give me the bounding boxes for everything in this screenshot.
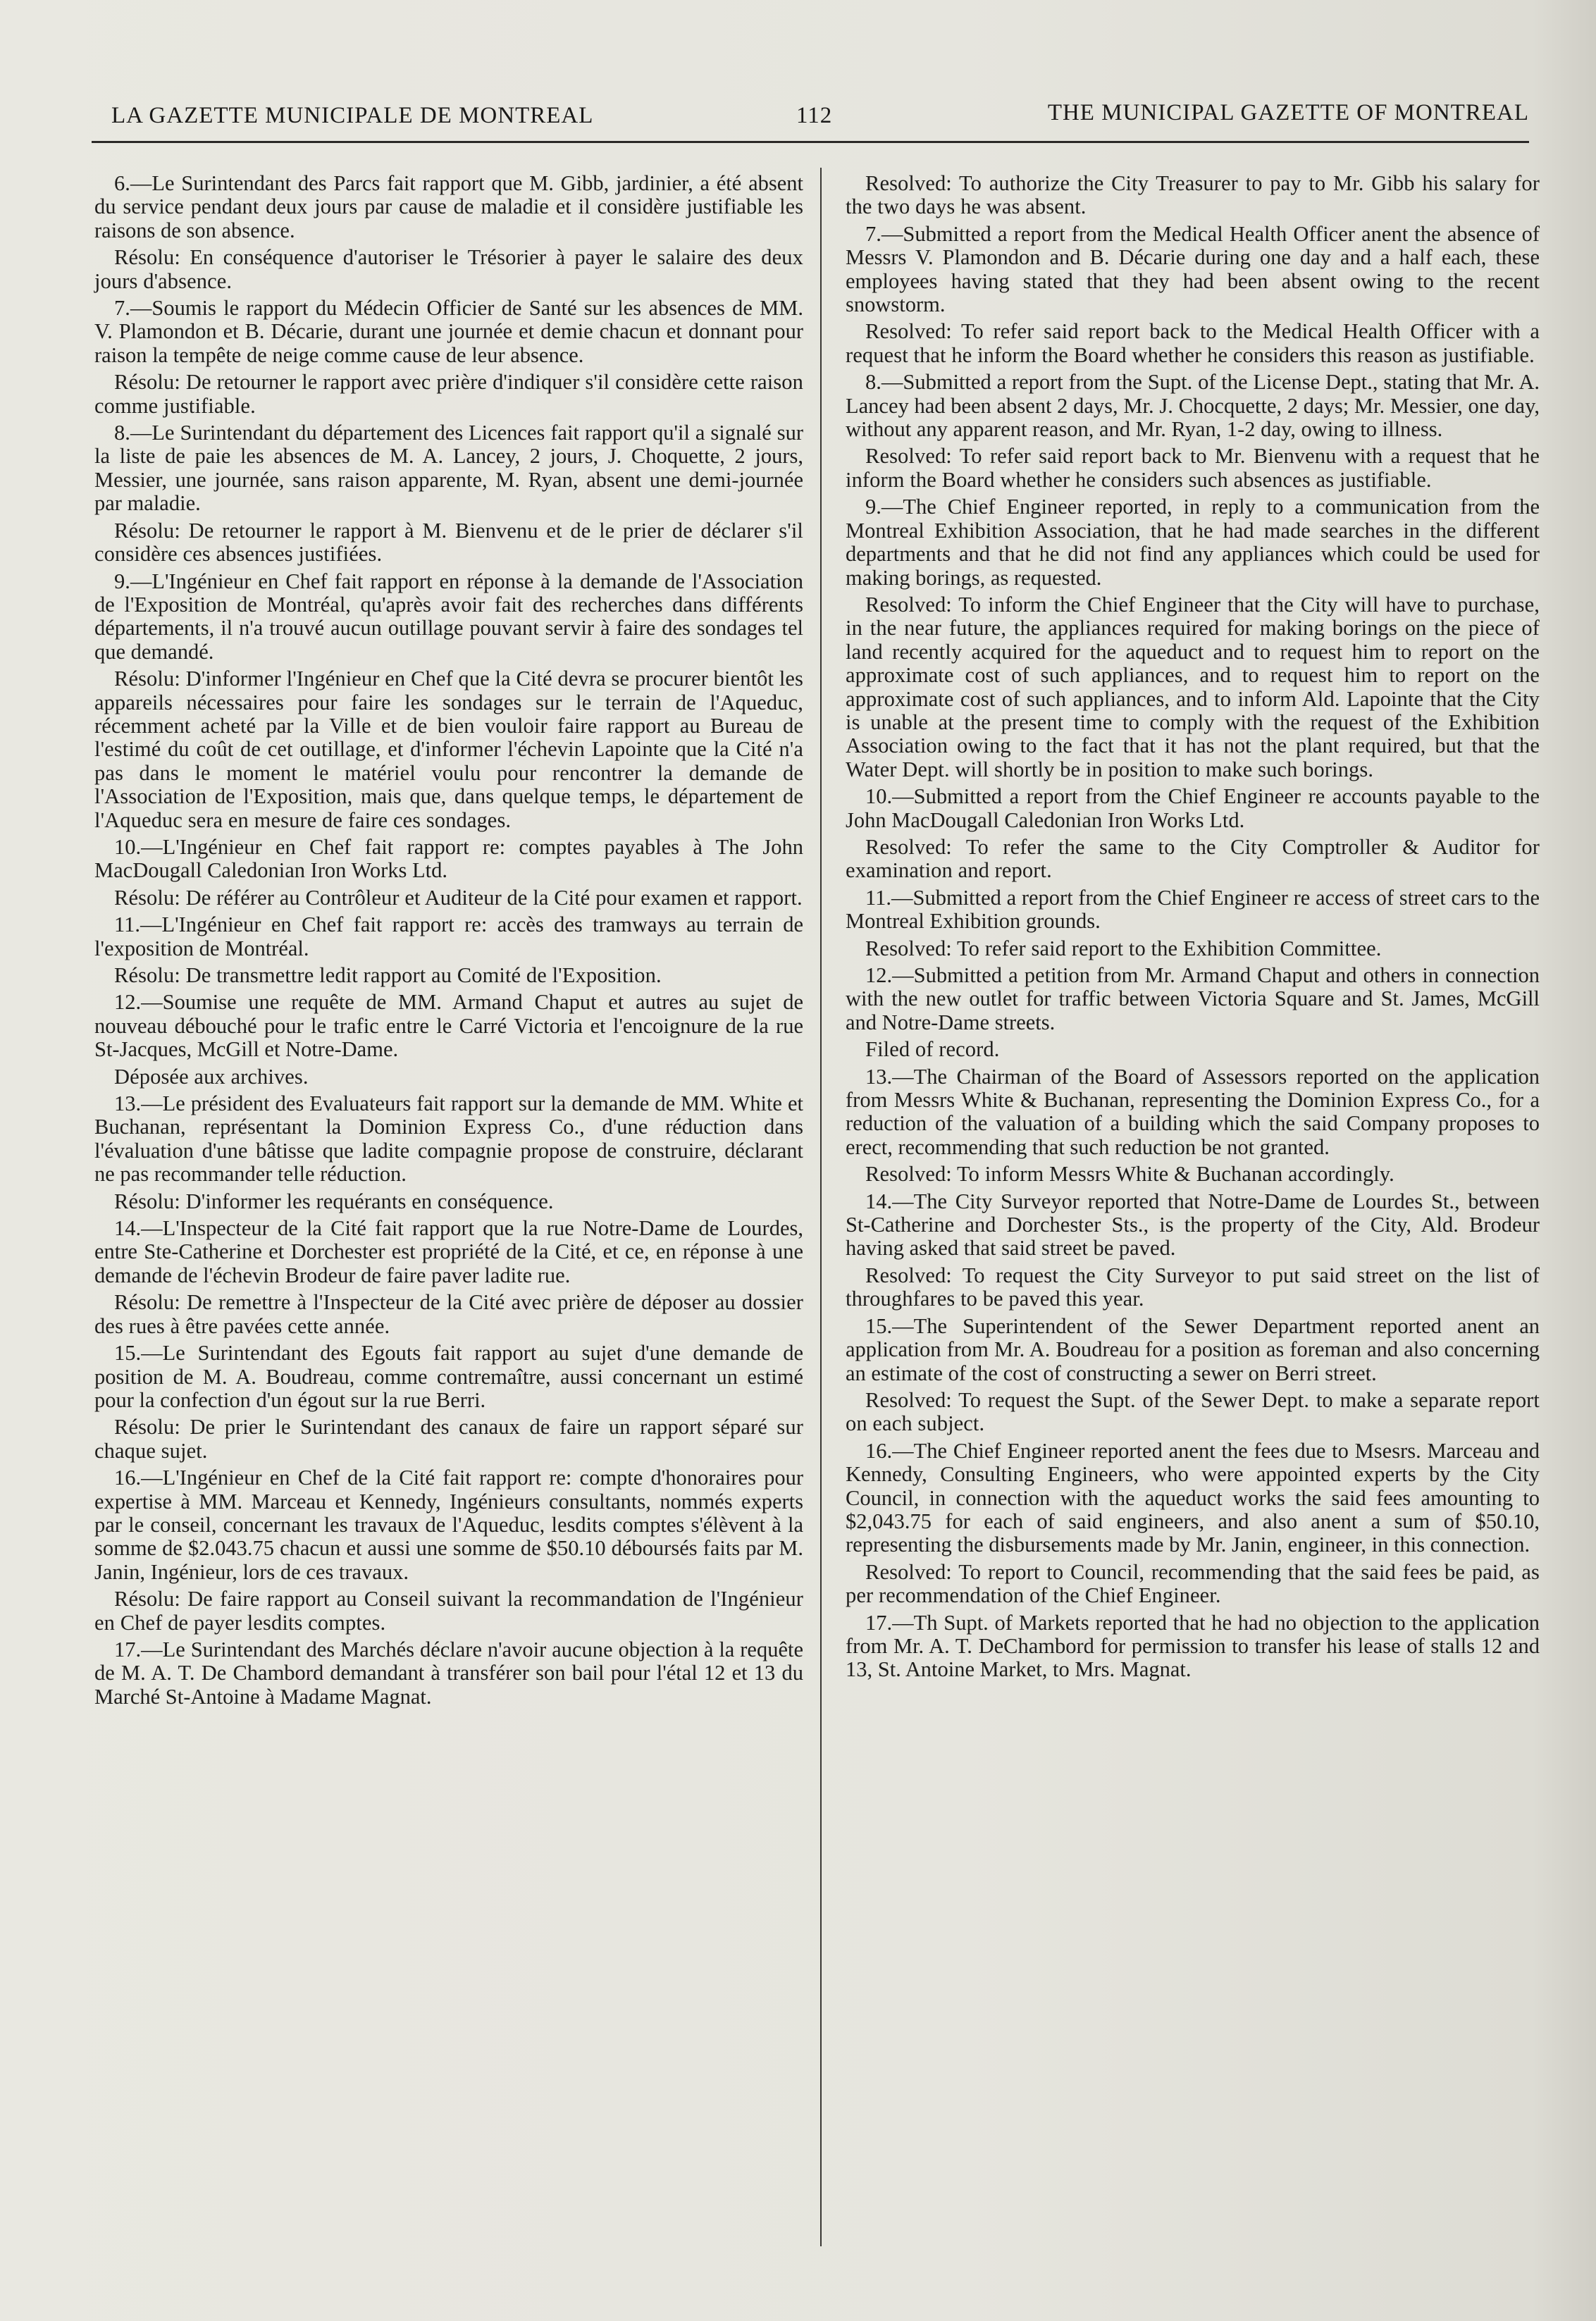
header-title-english: THE MUNICIPAL GAZETTE OF MONTREAL — [1047, 100, 1529, 125]
paragraph: Resolved: To request the City Surveyor to put said street on the list of throughfares to be paved this year. — [846, 1263, 1540, 1311]
paragraph: 17.—Le Surintendant des Marchés déclare n'avoir aucune objection à la requête de M. A. T. De Chambord demandant à transférer son bail pour l'étal 12 et 13 du Marché St-Antoine à Madame Magnat. — [94, 1637, 803, 1709]
paragraph: 8.—Le Surintendant du département des Licences fait rapport qu'il a signalé sur la liste de paie les absences de M. A. Lancey, 2 jours, J. Choquette, 2 jours, Messier, une journée, sans raison apparente, M. Ryan, absent une demi-journée par maladie. — [94, 421, 803, 516]
paragraph: Resolved: To inform Messrs White & Buchanan accordingly. — [865, 1162, 1394, 1187]
french-column — [94, 172, 803, 1712]
paragraph: 9.—The Chief Engineer reported, in reply to a communication from the Montreal Exhibition Association, that he had made searches in the different departments and that he did not find any appliances which could be used for making borings, as requested. — [846, 495, 1540, 590]
header-rule — [92, 141, 1529, 143]
paragraph: 15.—The Superintendent of the Sewer Department reported anent an application from Mr. A. Boudreau for a position as foreman and also concerning an estimate of the cost of constructing a sewer on Berri street. — [846, 1313, 1540, 1385]
paragraph: 17.—Th Supt. of Markets reported that he had no objection to the application from Mr. A. T. DeChambord for permission to transfer his lease of stalls 12 and 13, St. Antoine Market, to Mrs. Magnat. — [846, 1610, 1540, 1682]
english-column — [846, 172, 1540, 1685]
paragraph: Résolu: De retourner le rapport avec prière d'indiquer s'il considère cette raison comme justifiable. — [94, 370, 803, 418]
paragraph: 9.—L'Ingénieur en Chef fait rapport en réponse à la demande de l'Association de l'Exposition de Montréal, qu'après avoir fait des recherches dans différents départements, il n'a trouvé aucun outillage pouvant servir à faire des sondages tel que demandé. — [94, 569, 803, 664]
paragraph: Filed of record. — [865, 1037, 1000, 1062]
paragraph: 13.—Le président des Evaluateurs fait rapport sur la demande de MM. White et Buchanan, représentant la Dominion Express Co., d'une réduction dans l'évaluation d'une bâtisse que ladite compagnie propose de construire, déclarant ne pas recommander telle réduction. — [94, 1091, 803, 1187]
header-title-french: LA GAZETTE MUNICIPALE DE MONTREAL — [111, 103, 594, 128]
paragraph: 10.—Submitted a report from the Chief Engineer re accounts payable to the John MacDougall Caledonian Iron Works Ltd. — [846, 784, 1540, 832]
paragraph: Déposée aux archives. — [114, 1064, 309, 1089]
paragraph: 14.—The City Surveyor reported that Notre-Dame de Lourdes St., between St-Catherine and Dorchester Sts., is the property of the City, Ald. Brodeur having asked that said street be paved. — [846, 1189, 1540, 1261]
paragraph: Résolu: De prier le Surintendant des canaux de faire un rapport séparé sur chaque sujet. — [94, 1415, 803, 1463]
page-header — [92, 100, 1529, 137]
paragraph: 10.—L'Ingénieur en Chef fait rapport re: comptes payables à The John MacDougall Caledonian Iron Works Ltd. — [94, 834, 803, 883]
paragraph: 7.—Soumis le rapport du Médecin Officier de Santé sur les absences de MM. V. Plamondon et B. Décarie, durant une journée et demie chacun et donnant pour raison la tempête de neige comme cause de leur absence. — [94, 296, 803, 367]
paragraph: Résolu: De faire rapport au Conseil suivant la recommandation de l'Ingénieur en Chef de payer lesdits comptes. — [94, 1587, 803, 1635]
paragraph: Resolved: To refer said report back to the Medical Health Officer with a request that he inform the Board whether he considers this reason as justifiable. — [846, 319, 1540, 367]
paragraph: Resolved: To authorize the City Treasurer to pay to Mr. Gibb his salary for the two days he was absent. — [846, 171, 1540, 219]
paragraph: Résolu: D'informer l'Ingénieur en Chef que la Cité devra se procurer bientôt les appareils nécessaires pour faire les sondages sur le terrain de l'Aqueduc, récemment acheté par la Ville et de bien vouloir faire rapport au Bureau de l'estimé du coût de cet outillage, et d'informer l'échevin Lapointe que la Cité n'a pas dans le moment le matériel voulu pour rencontrer la demande de l'Association de l'Exposition, mais que, dans quelque temps, le département de l'Aqueduc sera en mesure de faire ces sondages. — [94, 667, 803, 832]
paragraph: Résolu: En conséquence d'autoriser le Trésorier à payer le salaire des deux jours d'absence. — [94, 245, 803, 293]
paragraph: Résolu: D'informer les requérants en conséquence. — [114, 1189, 554, 1213]
paragraph: 7.—Submitted a report from the Medical Health Officer anent the absence of Messrs V. Plamondon and B. Décarie during one day and a half each, these employees having stated that they had been absent owing to the recent snowstorm. — [846, 221, 1540, 317]
paragraph: Résolu: De référer au Contrôleur et Auditeur de la Cité pour examen et rapport. — [114, 885, 803, 910]
paragraph: 16.—L'Ingénieur en Chef de la Cité fait rapport re: compte d'honoraires pour expertise à MM. Marceau et Kennedy, Ingénieurs consultants, nommés experts par le conseil, concernant les travaux de l'Aqueduc, lesdits comptes s'élèvent à la somme de $2.043.75 chacun et aussi une somme de $50.10 déboursés faits par M. Janin, Ingénieur, lors de ces travaux. — [94, 1466, 803, 1584]
paragraph: 11.—Submitted a report from the Chief Engineer re access of street cars to the Montreal Exhibition grounds. — [846, 885, 1540, 934]
column-divider — [820, 168, 822, 2246]
paragraph: 8.—Submitted a report from the Supt. of the License Dept., stating that Mr. A. Lancey had been absent 2 days, Mr. J. Chocquette, 2 days; Mr. Messier, one day, without any apparent reason, and Mr. Ryan, 1-2 day, owing to illness. — [846, 370, 1540, 442]
paragraph: 15.—Le Surintendant des Egouts fait rapport au sujet d'une demande de position de M. A. Boudreau, comme contremaître, aussi concernant un estimé pour la confection d'un égout sur la rue Berri. — [94, 1341, 803, 1412]
paragraph: Resolved: To refer said report to the Exhibition Committee. — [865, 936, 1382, 960]
paragraph: Resolved: To inform the Chief Engineer that the City will have to purchase, in the near future, the appliances required for making borings on the piece of land recently acquired for the aqueduct and to request him to report on the approximate cost of such appliances, and to request him to report on the approximate cost of such appliances, and to inform Ald. Lapointe that the City is unable at the present time to comply with the request of the Exhibition Association owing to the fact that it has not the plant required, but that the Water Dept. will shortly be in position to make such borings. — [846, 592, 1540, 781]
paragraph: 6.—Le Surintendant des Parcs fait rapport que M. Gibb, jardinier, a été absent du service pendant deux jours par cause de maladie et il considère justifiable les raisons de son absence. — [94, 171, 803, 242]
page-number: 112 — [796, 103, 833, 128]
paragraph: 12.—Submitted a petition from Mr. Armand Chaput and others in connection with the new outlet for traffic between Victoria Square and St. James, McGill and Notre-Dame streets. — [846, 963, 1540, 1034]
paragraph: 14.—L'Inspecteur de la Cité fait rapport que la rue Notre-Dame de Lourdes, entre Ste-Catherine et Dorchester est propriété de la Cité, et ce, en réponse à une demande de l'échevin Brodeur de faire paver ladite rue. — [94, 1216, 803, 1287]
paragraph: 11.—L'Ingénieur en Chef fait rapport re: accès des tramways au terrain de l'exposition de Montréal. — [94, 912, 803, 960]
paragraph: Résolu: De transmettre ledit rapport au Comité de l'Exposition. — [114, 963, 662, 987]
paragraph: Resolved: To request the Supt. of the Sewer Dept. to make a separate report on each subject. — [846, 1387, 1540, 1436]
paragraph: 13.—The Chairman of the Board of Assessors reported on the application from Messrs White & Buchanan, representing the Dominion Express Co., for a reduction of the valuation of a building which the said Company proposes to erect, recommending that such reduction be not granted. — [846, 1064, 1540, 1159]
paragraph: 16.—The Chief Engineer reported anent the fees due to Msesrs. Marceau and Kennedy, Consulting Engineers, who were appointed experts by the City Council, in connection with the aqueduct works the said fees amounting to $2,043.75 for each of said engineers, and also anent a sum of $50.10, representing the disbursements made by Mr. Janin, engineer, in this connection. — [846, 1438, 1540, 1557]
paragraph: Resolved: To report to Council, recommending that the said fees be paid, as per recommendation of the Chief Engineer. — [846, 1559, 1540, 1608]
paragraph: Resolved: To refer the same to the City Comptroller & Auditor for examination and report. — [846, 834, 1540, 883]
paragraph: Résolu: De remettre à l'Inspecteur de la Cité avec prière de déposer au dossier des rues à être pavées cette année. — [94, 1290, 803, 1338]
paragraph: 12.—Soumise une requête de MM. Armand Chaput et autres au sujet de nouveau débouché pour le trafic entre le Carré Victoria et l'encoignure de la rue St-Jacques, McGill et Notre-Dame. — [94, 990, 803, 1062]
paragraph: Resolved: To refer said report back to Mr. Bienvenu with a request that he inform the Board whether he considers such absences as justifiable. — [846, 444, 1540, 492]
paragraph: Résolu: De retourner le rapport à M. Bienvenu et de le prier de déclarer s'il considère ces absences justifiées. — [94, 518, 803, 567]
